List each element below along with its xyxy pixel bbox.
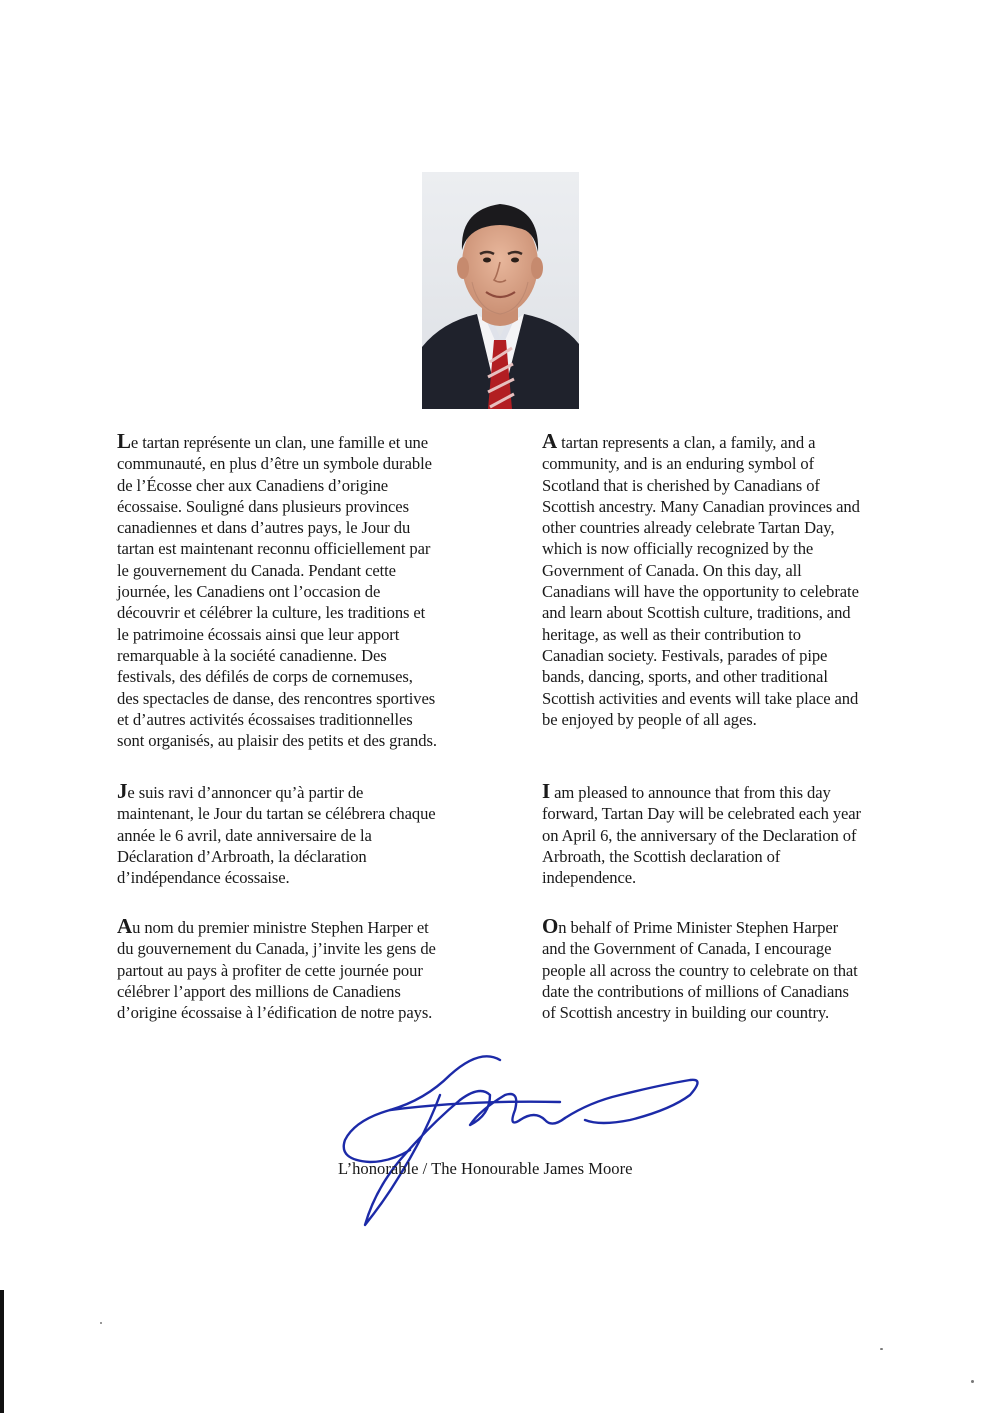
french-paragraph-2 (117, 781, 436, 888)
scan-speck (100, 1322, 102, 1324)
drop-initial: J (117, 779, 128, 803)
french-paragraph-1 (117, 431, 437, 751)
english-paragraph-2 (542, 781, 861, 888)
drop-initial: O (542, 914, 559, 938)
signatory-name: L’honorable / The Honourable James Moore (338, 1159, 633, 1178)
paragraph-text: am pleased to announce that from this day forward, Tartan Day will be celebrated each year on April 6, the anniversary of the Declaration of Arbroath, the Scottish declaration of independence. (542, 783, 861, 888)
paragraph-text: e suis ravi d’annoncer qu’à partir de maintenant, le Jour du tartan se célébrera chaque année le 6 avril, date anniversaire de la Déclaration d’Arbroath, la déclaration d’indépendance écossaise. (117, 783, 436, 888)
scan-edge-mark (0, 1290, 4, 1413)
paragraph-text: n behalf of Prime Minister Stephen Harper and the Government of Canada, I encourage people all across the country to celebrate on that date the contributions of millions of Canadians of Scottish ancestry in building our country. (542, 918, 858, 1023)
drop-initial: A (542, 429, 558, 453)
portrait-icon (422, 172, 579, 409)
drop-initial: A (117, 914, 133, 938)
signature (330, 1040, 710, 1240)
scan-speck (971, 1380, 974, 1383)
scan-speck (880, 1348, 883, 1350)
signature-icon (330, 1040, 710, 1240)
french-paragraph-3 (117, 916, 436, 1023)
english-paragraph-3 (542, 916, 858, 1023)
portrait-photo (422, 172, 579, 409)
paragraph-text: tartan represents a clan, a family, and a community, and is an enduring symbol of Scotland that is cherished by Canadians of Scottish ancestry. Many Canadian provinces and other countries already celebrate Tartan Day, which is now officially recognized by the Government of Canada. On this day, all Canadians will have the opportunity to celebrate and learn about Scottish culture, traditions, and heritage, as well as their contribution to Canadian society. Festivals, parades of pipe bands, dancing, sports, and other traditional Scottish activities and events will take place and be enjoyed by people of all ages. (542, 433, 860, 729)
drop-initial: L (117, 429, 131, 453)
english-paragraph-1 (542, 431, 860, 730)
paragraph-text: u nom du premier ministre Stephen Harper et du gouvernement du Canada, j’invite les gens de partout au pays à profiter de cette journée pour célébrer l’apport des millions de Canadiens d’origine écossaise à l’édification de notre pays. (117, 918, 436, 1023)
paragraph-text: e tartan représente un clan, une famille et une communauté, en plus d’être un symbole durable de l’Écosse cher aux Canadiens d’origine écossaise. Souligné dans plusieurs provinces canadiennes et dans d’autres pays, le Jour du tartan est maintenant reconnu officiellement par le gouvernement du Canada. Pendant cette journée, les Canadiens ont l’occasion de découvrir et célébrer la culture, les traditions et le patrimoine écossais ainsi que leur apport remarquable à la société canadienne. Des festivals, des défilés de corps de cornemuses, des spectacles de danse, des rencontres sportives et d’autres activités écossaises traditionnelles sont organisés, au plaisir des petits et des grands. (117, 433, 437, 751)
drop-initial: I (542, 779, 551, 803)
